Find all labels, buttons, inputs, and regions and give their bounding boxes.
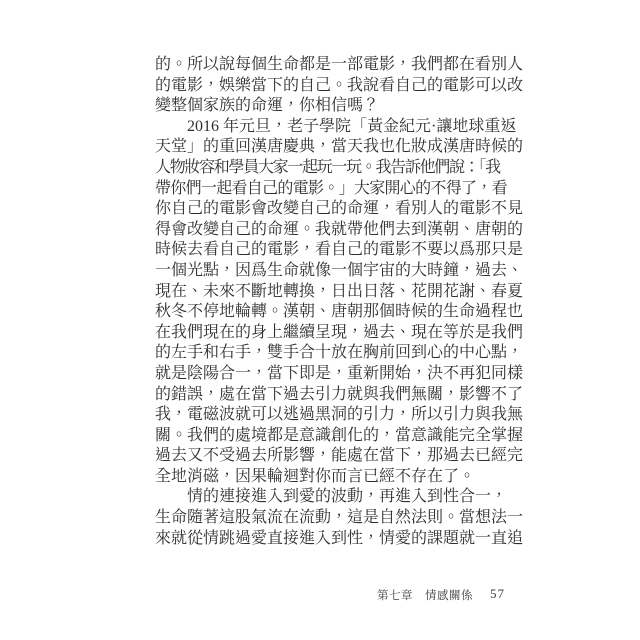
page-number: 57 [490, 586, 505, 601]
text-line: 2016 年元旦，老子學院「黃金紀元·讓地球重返 [155, 117, 517, 135]
text-line: 時候去看自己的電影，看自己的電影不要以爲那只是 [155, 241, 524, 259]
text-line: 一個光點，因爲生命就像一個宇宙的大時鐘，過去、 [155, 261, 524, 279]
text-line: 變整個家族的命運，你相信嗎？ [155, 97, 380, 115]
text-line: 人物妝容和學員大家一起玩一玩。我告訴他們說：「我 [155, 158, 500, 176]
text-line: 的。所以說每個生命都是一部電影，我們都在看別人 [155, 56, 524, 73]
text-line: 生命隨著這股氣流在流動，這是自然法則。當想法一 [155, 509, 524, 527]
text-line: 就是陰陽合一，當下即是，重新開始，決不再犯同樣 [155, 364, 524, 382]
text-line: 在我們現在的身上繼續呈現，過去、現在等於是我們 [155, 323, 524, 341]
text-line: 得會改變自己的命運。我就帶他們去到漢朝、唐朝的 [155, 220, 524, 238]
text-line: 關。我們的處境都是意識創化的，當意識能完全掌握 [155, 426, 524, 444]
text-line: 過去又不受過去所影響，能處在當下，那過去已經完 [155, 447, 524, 465]
text-line: 帶你們一起看自己的電影。」大家開心的不得了，看 [155, 179, 507, 197]
text-line: 的錯誤，處在當下過去引力就與我們無關，影響不了 [155, 385, 524, 403]
body-text [155, 55, 527, 549]
page-footer [0, 586, 640, 604]
text-line: 秋冬不停地輪轉。漢朝、唐朝那個時候的生命過程也 [155, 303, 524, 321]
chapter-title: 第七章 情感關係 [377, 590, 473, 602]
text-line: 全地消磁，因果輪迴對你而言已經不存在了。 [155, 467, 476, 485]
text-line: 現在、未來不斷地轉換，日出日落、花開花謝、春夏 [155, 282, 524, 300]
text-line: 你自己的電影會改變自己的命運，看別人的電影不見 [155, 200, 524, 218]
text-line: 我，電磁波就可以逃過黑洞的引力，所以引力與我無 [155, 406, 524, 424]
text-line: 情的連接進入到愛的波動，再進入到性合一， [155, 488, 508, 506]
text-line: 天堂」的重回漢唐慶典，當天我也化妝成漢唐時候的 [155, 138, 524, 156]
text-line: 來就從情跳過愛直接進入到性，情愛的課題就一直追 [155, 529, 524, 547]
text-line: 的左手和右手，雙手合十放在胸前回到心的中心點， [155, 344, 524, 362]
text-line: 的電影，娛樂當下的自己。我說看自己的電影可以改 [155, 76, 524, 94]
